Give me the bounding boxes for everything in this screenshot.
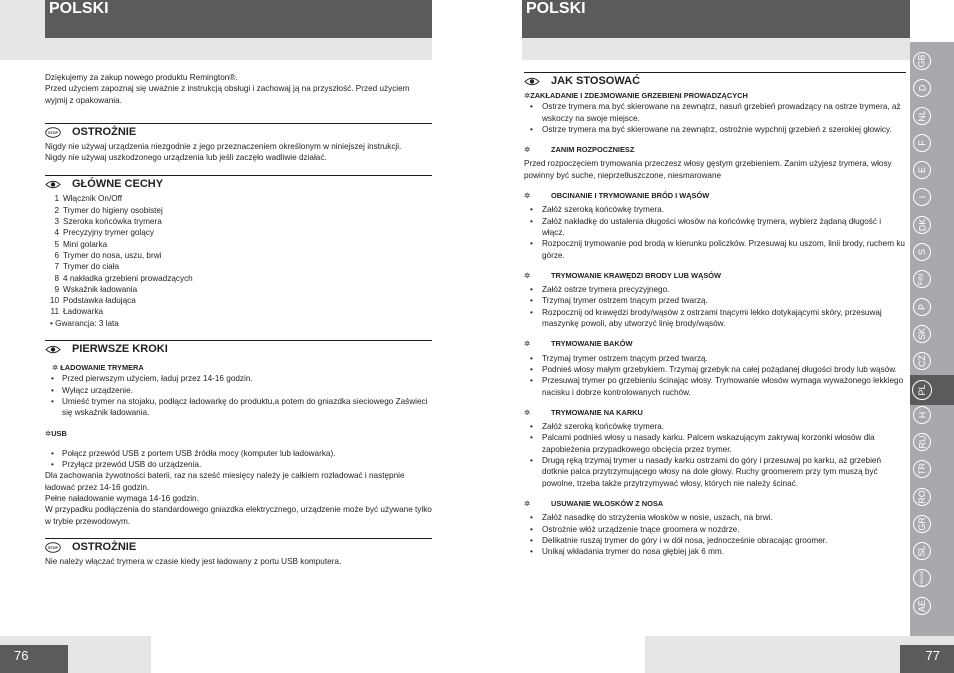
list-item: • Rozpocznij od krawędzi brody/wąsów z ostrzami tnącymi lekko dotykającymi skóry, przesuwaj maszynkę powoli, aby utworzyć linię brody/wąsów. bbox=[524, 307, 906, 330]
list-item: • Załóż nasadkę do strzyżenia włosków w nosie, uszach, na brwi. bbox=[524, 512, 906, 523]
list-item: 8 4 nakładka grzebieni prowadzących bbox=[54, 273, 193, 283]
caution-heading bbox=[45, 538, 432, 556]
lang-tab-nl[interactable]: NL bbox=[913, 107, 931, 125]
lang-tab-cz[interactable]: CZ bbox=[913, 352, 931, 370]
lang-tab-gr[interactable]: GR bbox=[913, 515, 931, 533]
star-icon: ✲ bbox=[524, 91, 531, 100]
list-item: 2 Trymer do higieny osobistej bbox=[54, 205, 163, 215]
star-icon: ✲ bbox=[524, 407, 531, 417]
list-item: • Trzymaj trymer ostrzem tnącym przed twarzą. bbox=[524, 295, 906, 306]
lang-tab-pl-active[interactable]: PL bbox=[910, 375, 954, 405]
list-item: 7 Trymer do ciała bbox=[54, 262, 120, 272]
lang-tab-p[interactable]: P bbox=[913, 298, 931, 316]
eye-icon bbox=[45, 179, 61, 190]
howto-label: JAK STOSOWAĆ bbox=[551, 75, 641, 87]
warranty-text: • Gwarancja: 3 lata bbox=[50, 318, 119, 328]
edge-list bbox=[524, 284, 906, 329]
lang-tab-h[interactable]: H bbox=[913, 406, 931, 424]
language-sidebar bbox=[910, 42, 954, 636]
lang-tab-ae[interactable]: AE bbox=[913, 597, 931, 615]
right-page bbox=[524, 72, 906, 557]
first-steps-label: PIERWSZE KROKI bbox=[72, 343, 168, 356]
star-icon: ✲ bbox=[524, 145, 531, 155]
start-text: Przed rozpoczęciem trymowania przeczesz włosy gęstym grzebieniem. Zanim użyjesz trymera, włosy powinny być suche, nieprzetłuszczone, niesmarowane bbox=[524, 159, 892, 180]
stop-icon bbox=[45, 127, 61, 138]
list-item: • Przed pierwszym użyciem, ładuj przez 14-16 godzin. bbox=[45, 373, 432, 384]
beard-heading: ✲ OBCINANIE I TRYMOWANIE BRÓD I WĄSÓW bbox=[524, 191, 710, 201]
caution-line: Nigdy nie używaj uszkodzonego urządzenia lub jeśli zaczęło wadliwie działać. bbox=[45, 153, 327, 163]
list-item: • Połącz przewód USB z portem USB źródła mocy (komputer lub ładowarka). bbox=[45, 448, 432, 459]
list-item: 9 Wskaźnik ładowania bbox=[54, 284, 138, 294]
lang-tab-ru[interactable]: RU bbox=[913, 433, 931, 451]
beard-list bbox=[524, 204, 906, 260]
list-item: • Unikaj wkładania trymer do nosa głębiej jak 6 mm. bbox=[524, 546, 906, 557]
nose-list bbox=[524, 512, 906, 557]
intro-line: Dziękujemy za zakup nowego produktu Remington®. bbox=[45, 73, 238, 82]
list-item: • Ostrze trymera ma być skierowane na zewnątrz, ostrożnie wypchnij grzebień z szerokiej głowicy. bbox=[524, 124, 906, 135]
neck-heading: ✲ TRYMOWANIE NA KARKU bbox=[524, 407, 643, 417]
lang-tab-e[interactable]: E bbox=[913, 161, 931, 179]
list-item: 1 Włącznik On/Off bbox=[54, 194, 122, 204]
left-page-title: POLSKI bbox=[45, 0, 432, 38]
left-page bbox=[45, 72, 432, 567]
features-heading bbox=[45, 175, 432, 193]
intro-line: Przed użyciem zapoznaj się uważnie z instrukcją obsługi i zachowaj ją na przyszłość. Przed użyciem wyjmij z opakowania. bbox=[45, 84, 410, 105]
edge-heading: ✲ TRYMOWANIE KRAWĘDZI BRODY LUB WĄSÓW bbox=[524, 270, 721, 280]
lang-tab-i[interactable]: I bbox=[913, 188, 931, 206]
star-icon: ✲ bbox=[52, 363, 61, 373]
lang-tab-sk[interactable]: SK bbox=[913, 325, 931, 343]
list-item: • Przesuwaj trymer po grzebieniu ścinając włosy. Trymowanie włosów wymaga wyważonego lekkiego nacisku i dobrze kontrolowanych ruchów. bbox=[524, 375, 906, 398]
star-icon: ✲ bbox=[524, 339, 531, 349]
list-item: • Umieść trymer na stojaku, podłącz ładowarkę do produktu,a potem do gniazdka sieciowego Zaświeci się wskaźnik ładowania. bbox=[45, 396, 432, 419]
list-item: 3 Szeroka końcówka trymera bbox=[54, 217, 162, 227]
stop-icon bbox=[45, 542, 61, 553]
lang-tab-d[interactable]: D bbox=[913, 79, 931, 97]
lang-tab-ro[interactable]: RO bbox=[913, 488, 931, 506]
svg-text:STOP: STOP bbox=[48, 545, 58, 550]
note-line: Dla zachowania żywotności baterii, raz na sześć miesięcy należy je całkiem rozładować i następnie ładować przez 14-16 godzin. bbox=[45, 471, 405, 492]
charging-list bbox=[45, 373, 432, 418]
list-item: 4 Precyzyjny trymer golący bbox=[54, 228, 154, 238]
svg-text:STOP: STOP bbox=[48, 130, 58, 135]
caution-line: Nie należy włączać trymera w czasie kiedy jest ładowany z portu USB komputera. bbox=[45, 556, 342, 566]
star-icon: ✲ bbox=[45, 428, 52, 438]
list-item: • Podnieś włosy małym grzebykiem. Trzymaj grzebyk na całej pożądanej długości brody lub wąsów. bbox=[524, 364, 906, 375]
list-item: • Ostrożnie włóż urządzenie tnące groomera w nozdrze. bbox=[524, 524, 906, 535]
lang-tab-tr[interactable]: TR bbox=[913, 460, 931, 478]
eye-icon bbox=[524, 76, 540, 87]
list-item: • Załóż szeroką końcówkę trymera. bbox=[524, 204, 906, 215]
lang-tab-hr-srb[interactable]: HR/SRB bbox=[913, 569, 931, 587]
caution-label: OSTROŻNIE bbox=[72, 540, 137, 553]
caution-label: OSTROŻNIE bbox=[72, 125, 137, 138]
lang-tab-dk[interactable]: DK bbox=[913, 216, 931, 234]
lang-tab-s[interactable]: S bbox=[913, 243, 931, 261]
lang-tab-sl[interactable]: SL bbox=[913, 542, 931, 560]
usb-list bbox=[45, 448, 432, 471]
list-item: • Ostrze trymera ma być skierowane na zewnątrz, nasuń grzebień prowadzący na ostrze trymera, aż wskoczy na swoje miejsce. bbox=[524, 101, 906, 124]
guide-heading: ✲ZAKŁADANIE I ZDEJMOWANIE GRZEBIENI PROWADZĄCYCH bbox=[524, 91, 748, 100]
charging-heading: ✲ ŁADOWANIE TRYMERA bbox=[52, 363, 144, 373]
lang-tab-f[interactable]: F bbox=[913, 134, 931, 152]
sideburns-list bbox=[524, 353, 906, 398]
list-item: • Przyłącz przewód USB do urządzenia. bbox=[45, 459, 432, 470]
list-item: • Trzymaj trymer ostrzem tnącym przed twarzą. bbox=[524, 353, 906, 364]
features-list bbox=[35, 193, 432, 317]
guide-list bbox=[524, 101, 906, 135]
lang-tab-fin[interactable]: FIN bbox=[913, 270, 931, 288]
caution-line: Nigdy nie używaj urządzenia niezgodnie z jego przeznaczeniem określonym w niniejszej instrukcji. bbox=[45, 141, 402, 151]
sideburns-heading: ✲ TRYMOWANIE BAKÓW bbox=[524, 339, 633, 349]
star-icon: ✲ bbox=[524, 191, 531, 201]
page-number-left: 76 bbox=[0, 645, 68, 673]
star-icon: ✲ bbox=[524, 270, 531, 280]
neck-list bbox=[524, 421, 906, 489]
list-item: 5 Mini golarka bbox=[54, 239, 108, 249]
page-number-right: 77 bbox=[900, 645, 954, 673]
list-item: 6 Trymer do nosa, uszu, brwi bbox=[54, 250, 162, 260]
list-item: • Delikatnie ruszaj trymer do góry i w dół nosa, jednocześnie obracając groomer. bbox=[524, 535, 906, 546]
list-item: • Załóż nakładkę do ustalenia długości włosów na końcówkę trymera, wybierz żądaną długość i włącz. bbox=[524, 216, 906, 239]
eye-icon bbox=[45, 344, 61, 355]
star-icon: ✲ bbox=[524, 498, 531, 508]
list-item: • Drugą ręką trzymaj trymer u nasady karku ostrzami do góry i przesuwaj po karku, aż grzebień dotknie palca przytrzymującego włosy na dole głowy. Ruchy groomerem przy tym muszą być powolne, trzeba także przytrzymywać włosy, których nie należy ścinać. bbox=[524, 455, 906, 489]
note-line: Pełne naładowanie wymaga 14-16 godzin. bbox=[45, 494, 199, 504]
first-steps-heading bbox=[45, 340, 432, 358]
list-item: • Załóż ostrze trymera precyzyjnego. bbox=[524, 284, 906, 295]
lang-tab-gb[interactable]: GB bbox=[913, 52, 931, 70]
list-item: 11 Ładowarka bbox=[50, 307, 104, 317]
list-item: 10 Podstawka ładująca bbox=[49, 296, 136, 306]
list-item: • Załóż szeroką końcówkę trymera. bbox=[524, 421, 906, 432]
right-page-title: POLSKI bbox=[522, 0, 910, 38]
list-item: • Rozpocznij trymowanie pod brodą w kierunku policzków. Przesuwaj ku uszom, linii brody, ruchem ku górze. bbox=[524, 238, 906, 261]
usb-heading: ✲USB bbox=[45, 428, 67, 438]
note-line: W przypadku podłączenia do standardowego gniazdka elektrycznego, urządzenie może być używane tylko w trybie przewodowym. bbox=[45, 505, 432, 526]
list-item: • Wyłącz urządzenie. bbox=[45, 385, 432, 396]
list-item: • Palcami podnieś włosy u nasady karku. Palcem wskazującym zakrywaj korzonki włosów dla zapobieżenia przypadkowego obcięcia przez trymer. bbox=[524, 432, 906, 455]
features-label: GŁÓWNE CECHY bbox=[72, 178, 164, 191]
nose-heading: ✲ USUWANIE WŁOSKÓW Z NOSA bbox=[524, 498, 664, 508]
caution-heading bbox=[45, 123, 432, 141]
howto-heading bbox=[524, 72, 906, 90]
start-heading: ✲ ZANIM ROZPOCZNIESZ bbox=[524, 145, 635, 155]
